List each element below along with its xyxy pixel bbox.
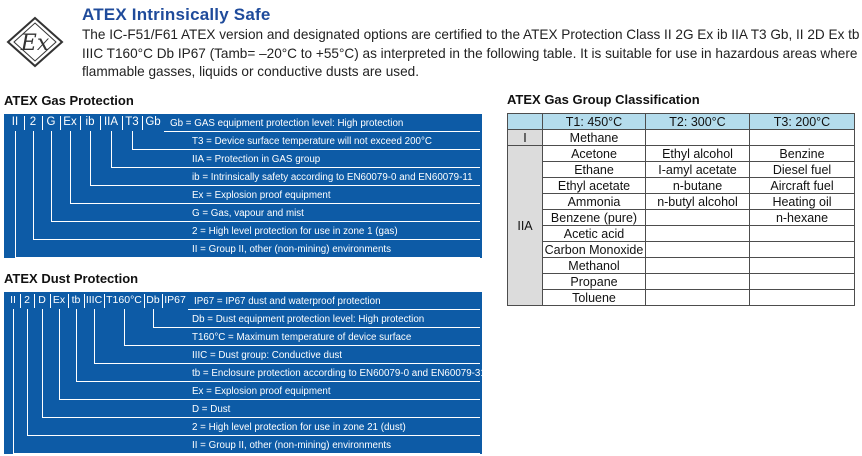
dust-connector-line [188, 309, 480, 310]
gas-description-3: ib = Intrinsically safety according to EN60079-0 and EN60079-11 [192, 172, 473, 183]
dust-connector-line [124, 345, 480, 346]
dust-code-4: tb [71, 294, 81, 306]
table-cell: Benzene (pure) [543, 210, 646, 226]
table-cell: Carbon Monoxide [543, 242, 646, 258]
table-cell [646, 290, 750, 306]
dust-connector-line [42, 417, 480, 418]
gas-connector-line [132, 149, 480, 150]
table-cell: Ethyl alcohol [646, 146, 750, 162]
table-cell [750, 258, 855, 274]
dust-code-5: IIIC [85, 294, 103, 306]
table-cell [646, 274, 750, 290]
dust-code-6: T160°C [106, 294, 142, 306]
dust-description-7: 2 = High level protection for use in zone 21 (dust) [192, 422, 406, 433]
table-cell: Propane [543, 274, 646, 290]
table-cell [750, 274, 855, 290]
gas-connector-line [70, 131, 71, 203]
dust-connector-line [27, 309, 28, 435]
dust-code-2: D [38, 294, 46, 306]
gas-description-0: Gb = GAS equipment protection level: High protection [170, 118, 404, 129]
table-cell [750, 242, 855, 258]
dust-connector-line [153, 309, 154, 327]
table-cell: Methanol [543, 258, 646, 274]
dust-description-1: Db = Dust equipment protection level: High protection [192, 314, 425, 325]
table-row [508, 290, 855, 306]
logo-text: Ex [20, 31, 50, 56]
table-cell: Methane [543, 130, 646, 146]
dust-description-2: T160°C = Maximum temperature of device surface [192, 332, 412, 343]
gas-code-4: ib [85, 116, 95, 128]
header-blank-cell [508, 114, 543, 130]
gas-connector-line [132, 131, 133, 149]
dust-code-1: 2 [24, 294, 30, 306]
dust-description-4: tb = Enclosure protection according to EN60079-0 and EN60079-31 [192, 368, 486, 379]
dust-description-6: D = Dust [192, 404, 231, 415]
table-row [508, 130, 855, 146]
table-cell [750, 130, 855, 146]
table-cell: Ethane [543, 162, 646, 178]
gas-code-2: G [46, 116, 56, 128]
gas-connector-line [111, 167, 480, 168]
table-cell: Ethyl acetate [543, 178, 646, 194]
gas-connector-line [33, 131, 34, 239]
gas-description-4: Ex = Explosion proof equipment [192, 190, 331, 201]
table-cell [646, 226, 750, 242]
table-cell: Benzine [750, 146, 855, 162]
table-cell: Diesel fuel [750, 162, 855, 178]
table-cell [646, 258, 750, 274]
gas-code-3: Ex [63, 116, 77, 128]
table-cell [646, 242, 750, 258]
gas-description-1: T3 = Device surface temperature will not exceed 200°C [192, 136, 432, 147]
table-cell [646, 130, 750, 146]
table-row [508, 258, 855, 274]
gas-connector-line [15, 131, 16, 257]
table-row [508, 162, 855, 178]
dust-description-0: IP67 = IP67 dust and waterproof protection [194, 296, 381, 307]
intro-paragraph: The IC-F51/F61 ATEX version and designated options are certified to the ATEX Protection Class II 2G Ex ib IIA T3 Gb, II 2D Ex tb IIIC T160°C Db IP67 (Tamb= –20°C to +55°C) as interpreted in the following table. It is suitable for use in hazardous areas where flammable gasses, liquids or conductive dusts are used. [82, 27, 860, 79]
gas-connector-line [15, 257, 480, 258]
table-cell: I-amyl acetate [646, 162, 750, 178]
dust-connector-line [42, 309, 43, 417]
gas-description-6: 2 = High level protection for use in zone 1 (gas) [192, 226, 398, 237]
gas-connector-line [33, 239, 480, 240]
table-cell: Acetic acid [543, 226, 646, 242]
table-row [508, 146, 855, 162]
table-cell: Ammonia [543, 194, 646, 210]
dust-connector-line [13, 309, 14, 453]
gas-connector-line [70, 203, 480, 204]
gas-connector-line [51, 221, 480, 222]
gas-group-table [507, 113, 855, 306]
dust-code-0: II [10, 294, 16, 306]
header-t1: T1: 450°C [543, 114, 646, 130]
gas-code-0: II [11, 116, 19, 128]
group-iia-label: IIA [508, 146, 543, 306]
table-cell: Aircraft fuel [750, 178, 855, 194]
gas-description-2: IIA = Protection in GAS group [192, 154, 321, 165]
gas-description-7: II = Group II, other (non-mining) environments [192, 244, 392, 255]
gas-connector-line [164, 131, 480, 132]
dust-connector-line [94, 363, 480, 364]
table-cell: n-butyl alcohol [646, 194, 750, 210]
table-header-row [508, 114, 855, 130]
dust-connector-line [13, 453, 480, 454]
dust-connector-line [76, 381, 480, 382]
header-t2: T2: 300°C [646, 114, 750, 130]
group-i-label: I [508, 130, 543, 146]
table-cell: Toluene [543, 290, 646, 306]
gas-code-7: Gb [145, 116, 161, 128]
dust-protection-title: ATEX Dust Protection [4, 271, 139, 286]
dust-connector-line [124, 309, 125, 345]
dust-code-3: Ex [52, 294, 66, 306]
gas-connector-line [90, 185, 480, 186]
dust-connector-line [59, 309, 60, 399]
dust-description-5: Ex = Explosion proof equipment [192, 386, 331, 397]
table-row [508, 274, 855, 290]
table-cell: Acetone [543, 146, 646, 162]
dust-description-8: II = Group II, other (non-mining) environments [192, 440, 392, 451]
table-cell: Heating oil [750, 194, 855, 210]
table-cell [750, 226, 855, 242]
dust-protection-diagram [4, 292, 486, 454]
gas-protection-title: ATEX Gas Protection [4, 93, 134, 108]
gas-code-5: IIA [103, 116, 119, 128]
dust-code-7: Db [146, 294, 160, 306]
gas-code-6: T3 [125, 116, 139, 128]
table-cell [646, 210, 750, 226]
dust-connector-line [27, 435, 480, 436]
gas-group-title: ATEX Gas Group Classification [507, 92, 700, 107]
gas-connector-line [111, 131, 112, 167]
table-cell [750, 290, 855, 306]
table-cell: n-butane [646, 178, 750, 194]
table-row [508, 242, 855, 258]
table-row [508, 210, 855, 226]
page-title: ATEX Intrinsically Safe [82, 5, 271, 24]
gas-connector-line [90, 131, 91, 185]
table-cell: n-hexane [750, 210, 855, 226]
gas-code-1: 2 [29, 116, 37, 128]
dust-connector-line [76, 309, 77, 381]
table-row [508, 194, 855, 210]
gas-connector-line [51, 131, 52, 221]
header-t3: T3: 200°C [750, 114, 855, 130]
gas-protection-diagram [4, 114, 482, 258]
atex-ex-logo-icon [5, 16, 65, 68]
table-row [508, 178, 855, 194]
gas-description-5: G = Gas, vapour and mist [192, 208, 304, 219]
dust-code-8: IP67 [164, 294, 186, 306]
table-row [508, 226, 855, 242]
dust-description-3: IIIC = Dust group: Conductive dust [192, 350, 343, 361]
dust-connector-line [153, 327, 480, 328]
dust-connector-line [59, 399, 480, 400]
dust-connector-line [94, 309, 95, 363]
